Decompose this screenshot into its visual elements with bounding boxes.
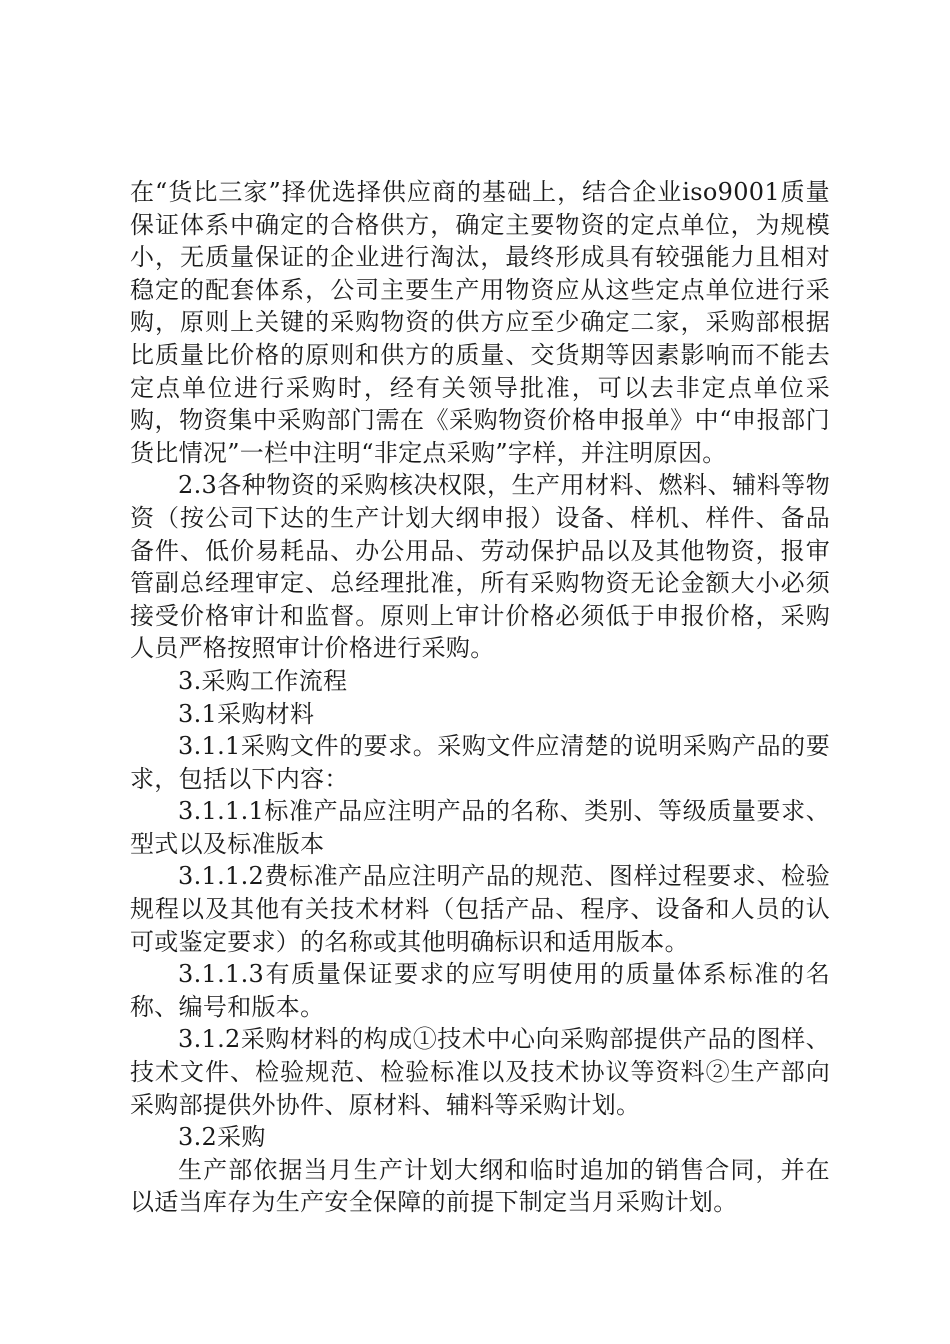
paragraph-3-1-1-1-standard-products: 3.1.1.1标准产品应注明产品的名称、类别、等级质量要求、型式以及标准版本 — [130, 797, 830, 858]
paragraph-3-1-1-document-requirements: 3.1.1采购文件的要求。采购文件应清楚的说明采购产品的要求，包括以下内容： — [130, 732, 830, 793]
heading-3-2-procurement: 3.2采购 — [178, 1123, 266, 1152]
paragraph-3-1-2-material-composition: 3.1.2采购材料的构成①技术中心向采购部提供产品的图样、技术文件、检验规范、检验标准以及技术协议等资料②生产部向采购部提供外协件、原材料、辅料等采购计划。 — [130, 1025, 830, 1119]
document-body — [130, 176, 830, 1219]
heading-3-1-procurement-materials: 3.1采购材料 — [178, 699, 315, 728]
paragraph-monthly-plan: 生产部依据当月生产计划大纲和临时追加的销售合同，并在以适当库存为生产安全保障的前提下制定当月采购计划。 — [130, 1155, 830, 1217]
paragraph-3-1-1-3-quality-assurance: 3.1.1.3有质量保证要求的应写明使用的质量体系标准的名称、编号和版本。 — [130, 960, 830, 1021]
paragraph-supplier-selection: 在“货比三家”择优选择供应商的基础上，结合企业iso9001质量保证体系中确定的合格供方，确定主要物资的定点单位，为规模小，无质量保证的企业进行淘汰，最终形成具有较强能力且相对稳定的配套体系，公司主要生产用物资应从这些定点单位进行采购，原则上关键的采购物资的供方应至少确定二家，采购部根据比质量比价格的原则和供方的质量、交货期等因素影响而不能去定点单位进行采购时，经有关领导批准，可以去非定点单位采购，物资集中采购部门需在《采购物资价格申报单》中“申报部门货比情况”一栏中注明“非定点采购”字样，并注明原因。 — [130, 178, 830, 467]
heading-3-procurement-workflow: 3.采购工作流程 — [178, 666, 348, 695]
paragraph-2-3-approval-authority: 2.3各种物资的采购核决权限，生产用材料、燃料、辅料等物资（按公司下达的生产计划大纲申报）设备、样机、样件、备品备件、低价易耗品、办公用品、劳动保护品以及其他物资，报审管副总经理审定、总经理批准，所有采购物资无论金额大小必须接受价格审计和监督。原则上审计价格必须低于申报价格，采购人员严格按照审计价格进行采购。 — [130, 471, 830, 663]
paragraph-3-1-1-2-nonstandard-products: 3.1.1.2费标准产品应注明产品的规范、图样过程要求、检验规程以及其他有关技术材料（包括产品、程序、设备和人员的认可或鉴定要求）的名称或其他明确标识和适用版本。 — [130, 862, 830, 956]
